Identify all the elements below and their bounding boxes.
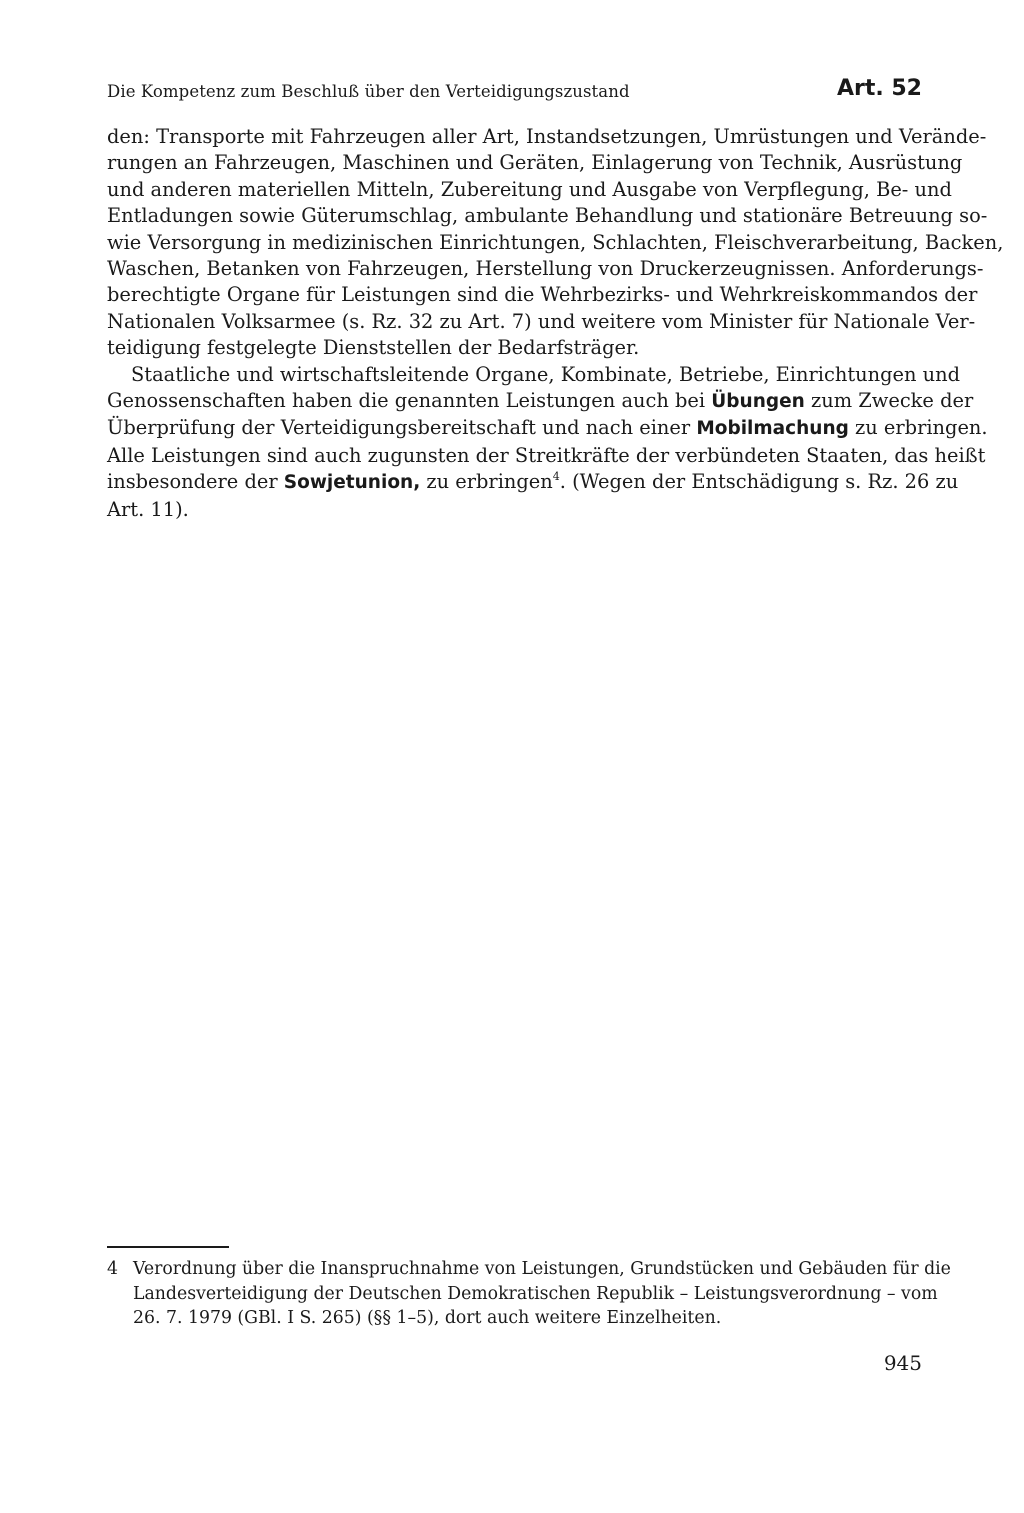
text-line: Alle Leistungen sind auch zugunsten der Streitkräfte der verbündeten Staaten, das heißt bbox=[107, 443, 986, 467]
footnote-line: Landesverteidigung der Deutschen Demokratischen Republik – Leistungsverordnung – vom bbox=[133, 1283, 938, 1304]
text-line: rungen an Fahrzeugen, Maschinen und Geräten, Einlagerung von Technik, Ausrüstung bbox=[107, 151, 963, 175]
text-line: Art. 11). bbox=[107, 497, 189, 521]
text-fragment: Genossenschaften haben die genannten Leistungen auch bei bbox=[107, 389, 706, 413]
text-line: Staatliche und wirtschaftsleitende Organe, Kombinate, Betriebe, Einrichtungen und bbox=[131, 362, 961, 386]
text-line: berechtigte Organe für Leistungen sind die Wehrbezirks- und Wehrkreiskommandos der bbox=[107, 283, 978, 307]
keyword: Mobilmachung bbox=[696, 418, 849, 440]
keyword: Sowjetunion, bbox=[283, 472, 421, 494]
footnote-rule bbox=[107, 1246, 229, 1248]
text-line: und anderen materiellen Mitteln, Zubereitung und Ausgabe von Verpflegung, Be- und bbox=[107, 177, 952, 201]
text-line: den: Transporte mit Fahrzeugen aller Art, Instandsetzungen, Umrüstungen und Verände- bbox=[107, 125, 987, 148]
text-line bbox=[107, 469, 959, 496]
paragraph bbox=[107, 124, 1004, 362]
main-text bbox=[107, 124, 1004, 523]
text-fragment: zu erbringen. bbox=[855, 416, 988, 440]
text-fragment: zu erbringen bbox=[426, 470, 553, 494]
text-line: teidigung festgelegte Dienststellen der Bedarfsträger. bbox=[107, 336, 640, 360]
text-line: Nationalen Volksarmee (s. Rz. 32 zu Art. 7) und weitere vom Minister für Nationale Ver- bbox=[107, 309, 976, 333]
text-line bbox=[107, 388, 974, 415]
text-fragment: zum Zwecke der bbox=[811, 389, 974, 413]
page-number: 945 bbox=[883, 1351, 922, 1375]
text-fragment: Überprüfung der Verteidigungsbereitschaft und nach einer bbox=[107, 416, 691, 440]
text-fragment: insbesondere der bbox=[107, 470, 278, 494]
footnote bbox=[107, 1257, 951, 1331]
footnote-body bbox=[133, 1257, 951, 1331]
footnote-line: 26. 7. 1979 (GBl. I S. 265) (§§ 1–5), dort auch weitere Einzelheiten. bbox=[133, 1308, 722, 1329]
footnote-number: 4 bbox=[107, 1259, 118, 1279]
footnote-marker: 4 bbox=[552, 470, 560, 484]
text-line: Entladungen sowie Güterumschlag, ambulante Behandlung und stationäre Betreuung so- bbox=[107, 204, 988, 228]
paragraph bbox=[107, 362, 988, 523]
text-line: Waschen, Betanken von Fahrzeugen, Herstellung von Druckerzeugnissen. Anforderungs- bbox=[107, 257, 984, 281]
running-head: Die Kompetenz zum Beschluß über den Verteidigungszustand bbox=[107, 82, 630, 101]
article-label: Art. 52 bbox=[836, 76, 922, 101]
keyword: Übungen bbox=[711, 391, 805, 413]
footnote-line: Verordnung über die Inanspruchnahme von Leistungen, Grundstücken und Gebäuden für die bbox=[133, 1259, 951, 1279]
text-fragment: . (Wegen der Entschädigung s. Rz. 26 zu bbox=[559, 470, 959, 494]
text-line bbox=[107, 415, 988, 442]
text-line: wie Versorgung in medizinischen Einrichtungen, Schlachten, Fleischverarbeitung, Backen, bbox=[107, 230, 1004, 254]
